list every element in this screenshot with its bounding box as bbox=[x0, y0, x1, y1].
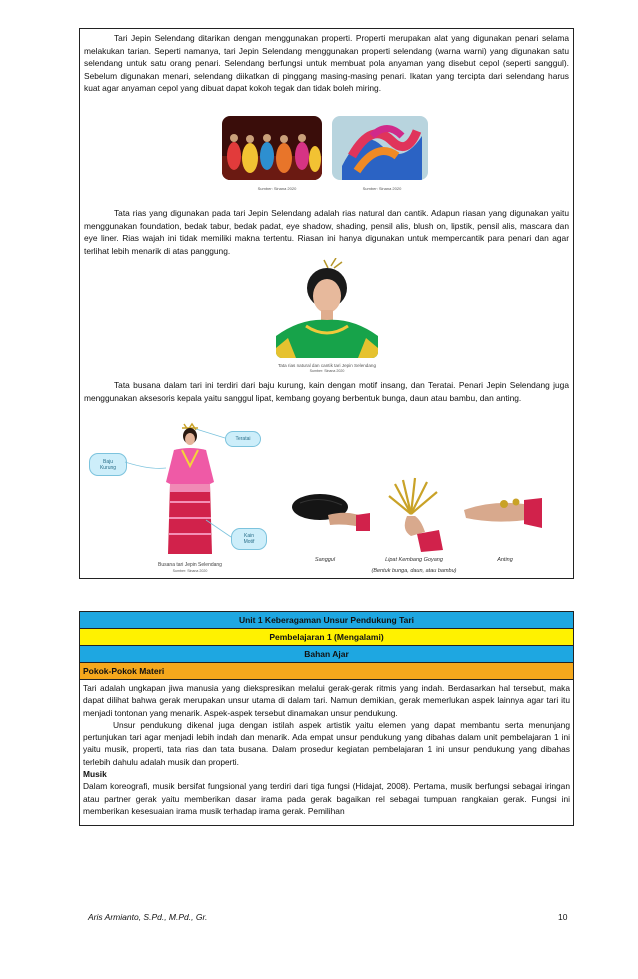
content-paragraph: Dalam koreografi, musik bersifat fungsional yang terdiri dari tiga fungsi (Hidajat, 2008). Pertama, musik berfungsi sebagai iringan atau partner gerak yaitu memberikan dasar irama pada gerak bagaikan rel sebagai tumpuan rangkaian gerak. Fungsi ini memberikan kesesuaian irama musik terhadap irama gerak. Pemilihan bbox=[83, 781, 570, 816]
kembang-goyang-photo bbox=[381, 474, 447, 554]
callout-baju-line1: Baju bbox=[102, 458, 113, 465]
lesson-title-row: Pembelajaran 1 (Mengalami) bbox=[80, 629, 573, 646]
lesson-table bbox=[79, 611, 574, 826]
label-kembang-goyang: Lipat Kembang Goyang bbox=[385, 557, 443, 563]
label-sanggul: Sanggul bbox=[314, 557, 336, 563]
anting-photo bbox=[462, 488, 544, 538]
label-kembang-goyang-sub: (Bentuk bunga, daun, atau bambu) bbox=[371, 568, 457, 574]
paragraph-tata-rias: Tata rias yang digunakan pada tari Jepin Selendang adalah rias natural dan cantik. Adapun riasan yang digunakan yaitu menggunakan foundation, bedak tabur, bedak padat, eye shadow, shading, pensil alis, blush on, lipstik, pensil alis, mascara dan eye liner. Rias wajah ini tidak memiliki makna tertentu. Riasan ini hanya digunakan untuk mempercantik para penari dan agar terlihat lebih menarik di atas panggung. bbox=[84, 208, 569, 256]
portrait-credit: Sumber: Sinana 2020 bbox=[309, 369, 345, 373]
photo-credit: Sumber: Sinana 2020 bbox=[257, 186, 297, 191]
page-number: 10 bbox=[558, 912, 568, 922]
material-title-row: Bahan Ajar bbox=[80, 646, 573, 663]
section-title-row: Pokok-Pokok Materi bbox=[80, 663, 573, 680]
portrait-caption: Tata rias natural dan cantik tari Jepin Selendang bbox=[277, 363, 377, 368]
callout-baju-line2: Kurung bbox=[99, 464, 117, 471]
callout-teratai: Teratai bbox=[225, 431, 261, 447]
label-anting: Anting bbox=[497, 557, 513, 563]
sanggul-photo bbox=[290, 485, 370, 535]
content-paragraph: Unsur pendukung dikenal juga dengan istilah aspek artistik yaitu elemen yang dapat membantu serta menunjang pertunjukan tari agar menjadi lebih indah dan menarik. Ada empat unsur pendukung yang dibahas dalam unit pembelajaran 1 ini yaitu musik, properti, tata rias dan tata busana. Dalam prosedur kegiatan pembelajaran 1 ini unsur pendukung yang dibahas terlebih dahulu adalah musik dan properti. bbox=[83, 719, 570, 767]
costume-caption: Busana tari Jepin Selendang bbox=[158, 562, 222, 568]
photo-credit: Sumber: Sinana 2020 bbox=[362, 186, 402, 191]
callout-kain-line1: Kain bbox=[243, 533, 254, 539]
content-paragraph: Tari adalah ungkapan jiwa manusia yang diekspresikan melalui gerak-gerak ritmis yang indah. Berdasarkan hal tersebut, maka dapat dilihat bahwa gerak merupakan unsur utama di dalam tari. Namun demikian, gerak memerlukan aspek lainnya agar tari itu menjadi tontonan yang menarik. Aspek-aspek tersebut dinamakan unsur pendukung. bbox=[83, 683, 570, 718]
paragraph-properti: Tari Jepin Selendang ditarikan dengan menggunakan properti. Properti merupakan alat yang digunakan penari selama melakukan tarian. Seperti namanya, tari Jepin Selendang menggunakan properti selendang (warna warni) yang digunakan satu selendang untuk satu orang penari. Selendang berfungsi untuk membuat pola anyaman yang disebut cepol (seperti sanggul). Sebelum digunakan menari, selendang diikatkan di pinggang masing-masing penari. Ikatan yang tercipta dari selendang harus kuat agar anyaman cepol yang dibuat dapat kokoh tegak dan tidak boleh miring. bbox=[84, 33, 569, 94]
paragraph-tata-busana: Tata busana dalam tari ini terdiri dari baju kurung, kain dengan motif insang, dan Teratai. Penari Jepin Selendang juga menggunakan aksesoris kepala yaitu sanggul lipat, kembang goyang berbentuk bunga, daun atau bambu, dan anting. bbox=[84, 380, 569, 403]
costume-credit: Sumber: Sinana 2020 bbox=[172, 569, 208, 573]
unit-title-row: Unit 1 Keberagaman Unsur Pendukung Tari bbox=[80, 612, 573, 629]
callout-kain-line2: Motif bbox=[243, 539, 255, 545]
musik-heading: Musik bbox=[83, 769, 107, 780]
lesson-content bbox=[80, 680, 573, 825]
footer-author: Aris Armianto, S.Pd., M.Pd., Gr. bbox=[88, 912, 208, 922]
